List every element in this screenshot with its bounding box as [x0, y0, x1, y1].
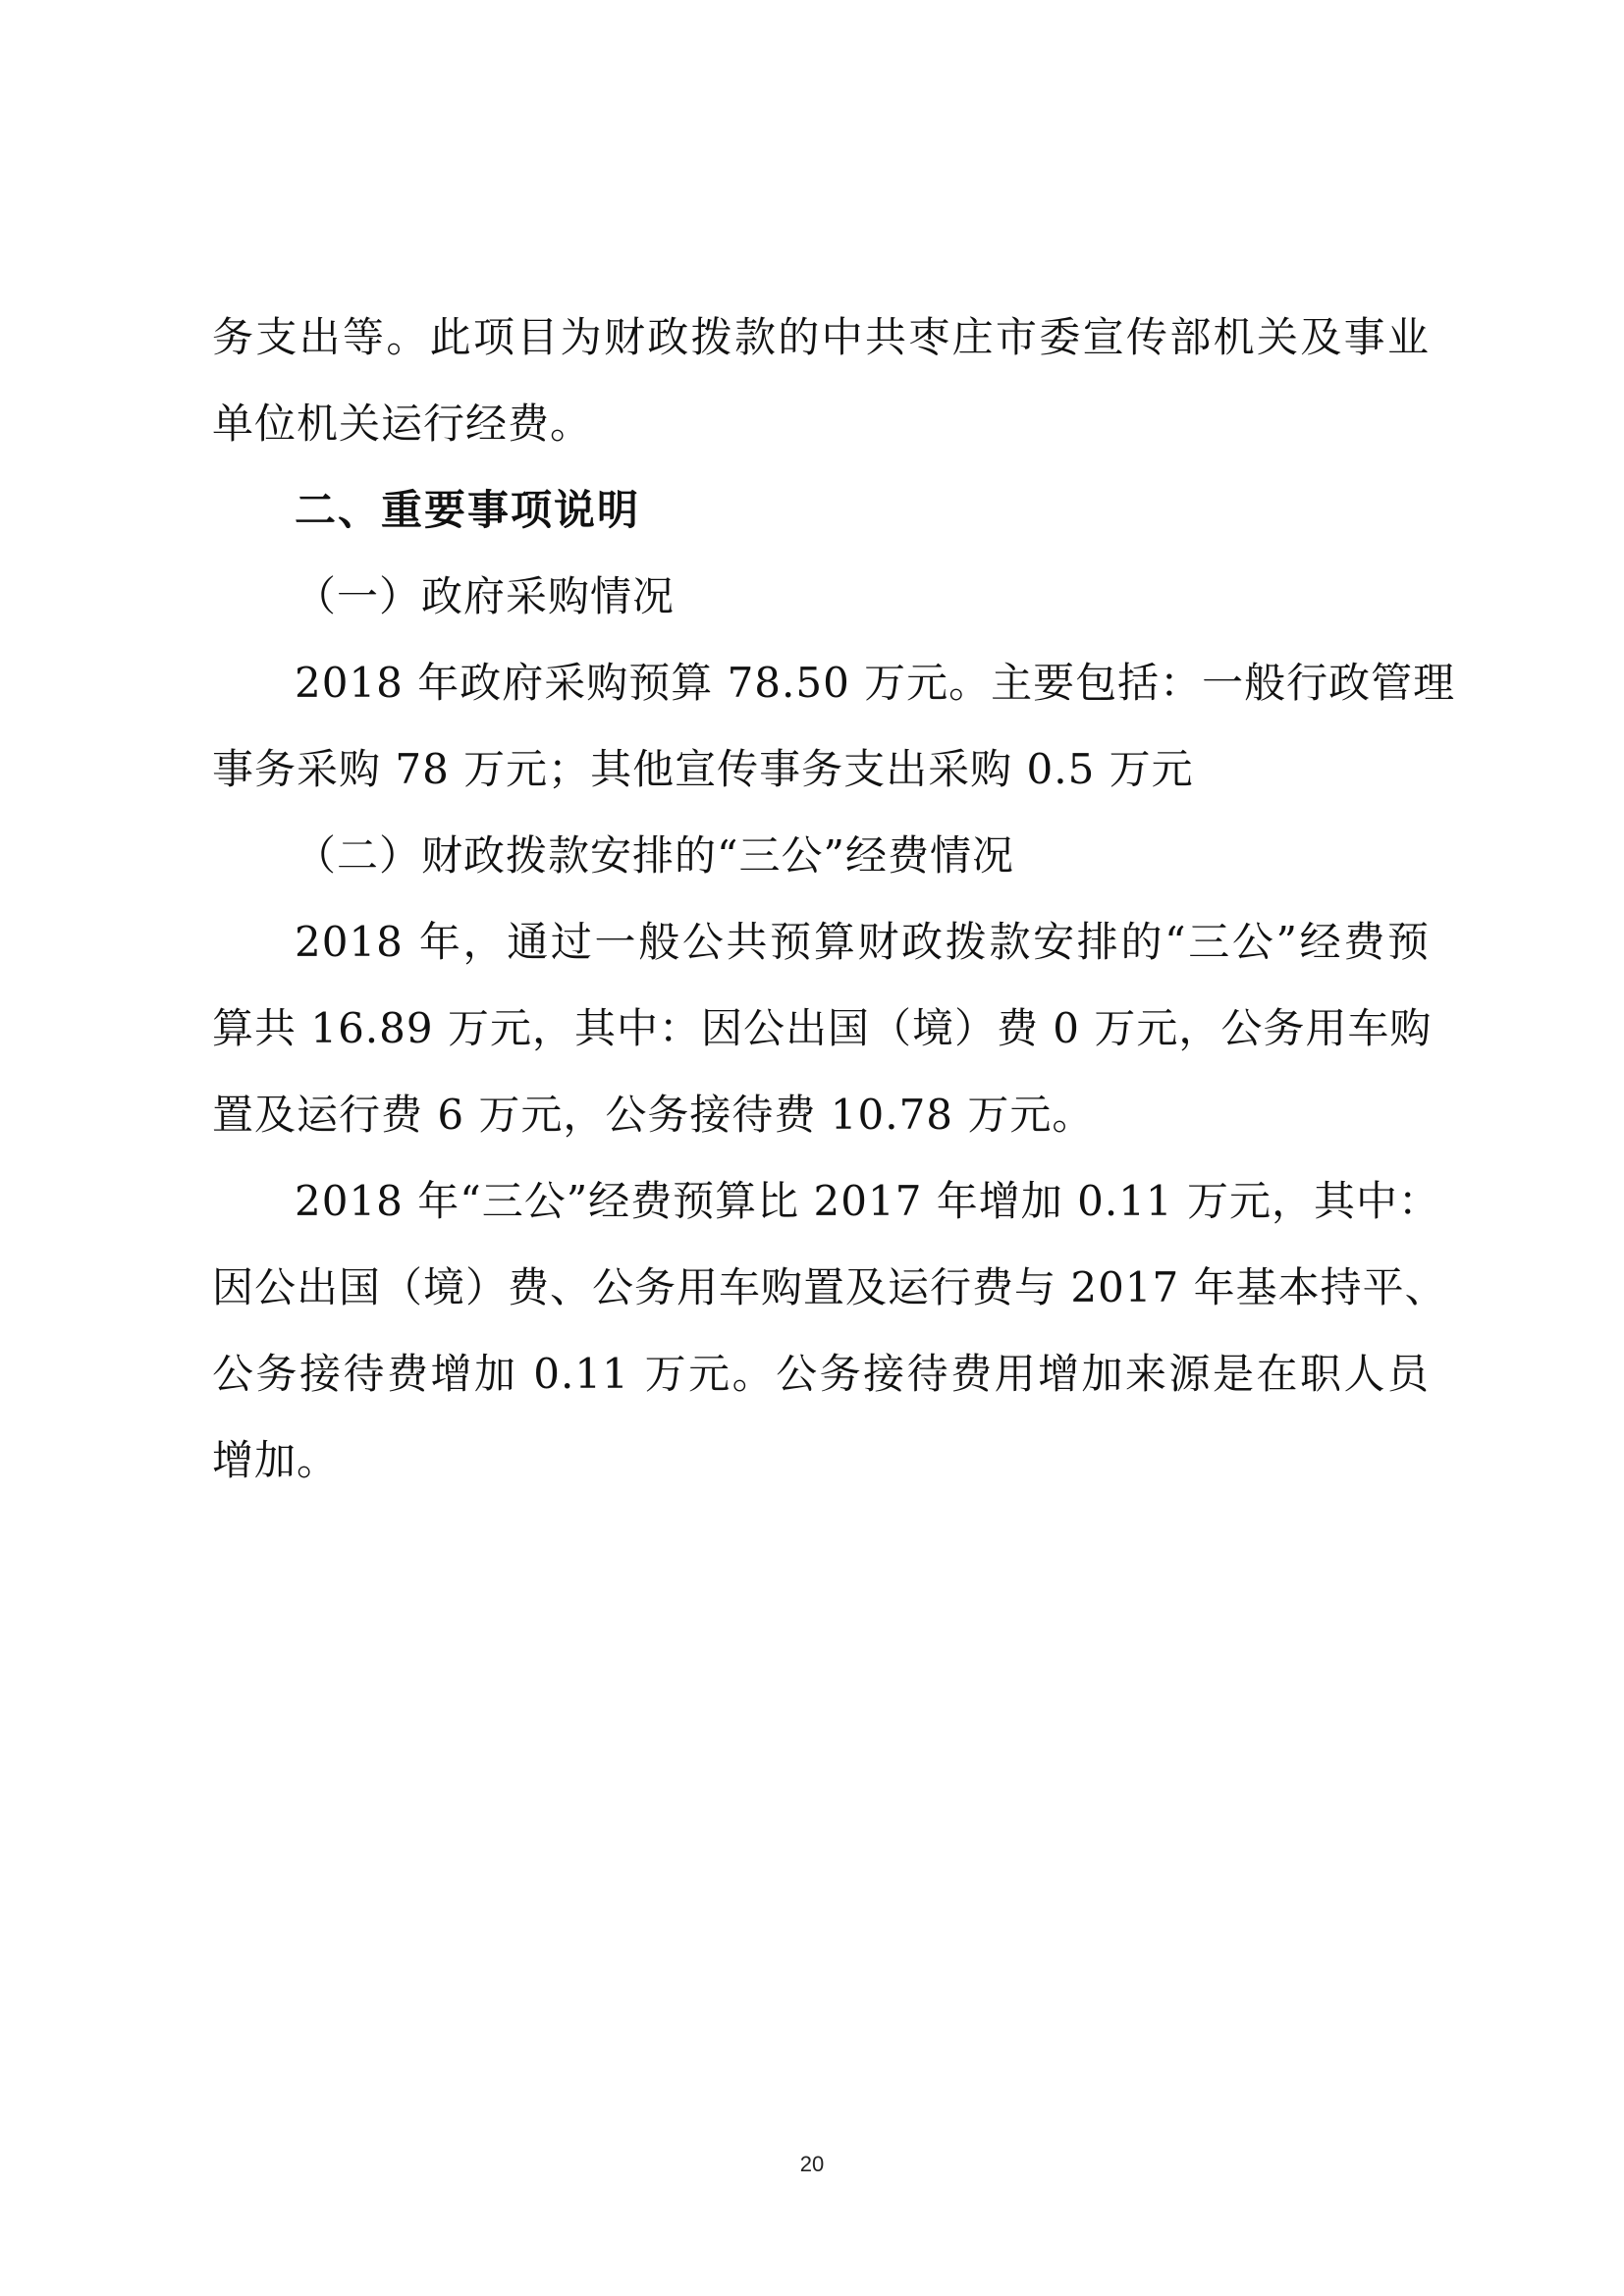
section-heading-important-matters: 二、重要事项说明	[295, 486, 641, 534]
paragraph-line: 2018 年“三公”经费预算比 2017 年增加 0.11 万元，其中：	[295, 1177, 1440, 1225]
subsection-heading-three-public-expenses: （二）财政拨款安排的“三公”经费情况	[295, 831, 1014, 880]
page-number: 20	[799, 2152, 825, 2176]
paragraph-procurement-budget	[212, 640, 1456, 813]
paragraph-line: 单位机关运行经费。	[212, 400, 593, 448]
paragraph-line: 算共 16.89 万元，其中：因公出国（境）费 0 万元，公务用车购	[212, 1004, 1433, 1052]
body-text	[212, 294, 1456, 1504]
paragraph-line: 2018 年，通过一般公共预算财政拨款安排的“三公”经费预	[295, 918, 1430, 966]
subsection-heading-government-procurement: （一）政府采购情况	[295, 572, 676, 620]
paragraph-line: 务支出等。此项目为财政拨款的中共枣庄市委宣传部机关及事业	[212, 313, 1430, 361]
paragraph-line: 2018 年政府采购预算 78.50 万元。主要包括：一般行政管理	[295, 659, 1456, 707]
paragraph-line: 因公出国（境）费、公务用车购置及运行费与 2017 年基本持平、	[212, 1263, 1447, 1311]
paragraph-line: 增加。	[212, 1436, 340, 1484]
paragraph-line: 事务采购 78 万元；其他宣传事务支出采购 0.5 万元	[212, 745, 1194, 793]
paragraph-three-public-budget	[212, 899, 1433, 1158]
paragraph-line: 公务接待费增加 0.11 万元。公务接待费用增加来源是在职人员	[212, 1350, 1430, 1398]
paragraph-operating-expenses	[212, 294, 1430, 467]
paragraph-line: 置及运行费 6 万元，公务接待费 10.78 万元。	[212, 1091, 1095, 1139]
paragraph-budget-comparison	[212, 1158, 1447, 1504]
